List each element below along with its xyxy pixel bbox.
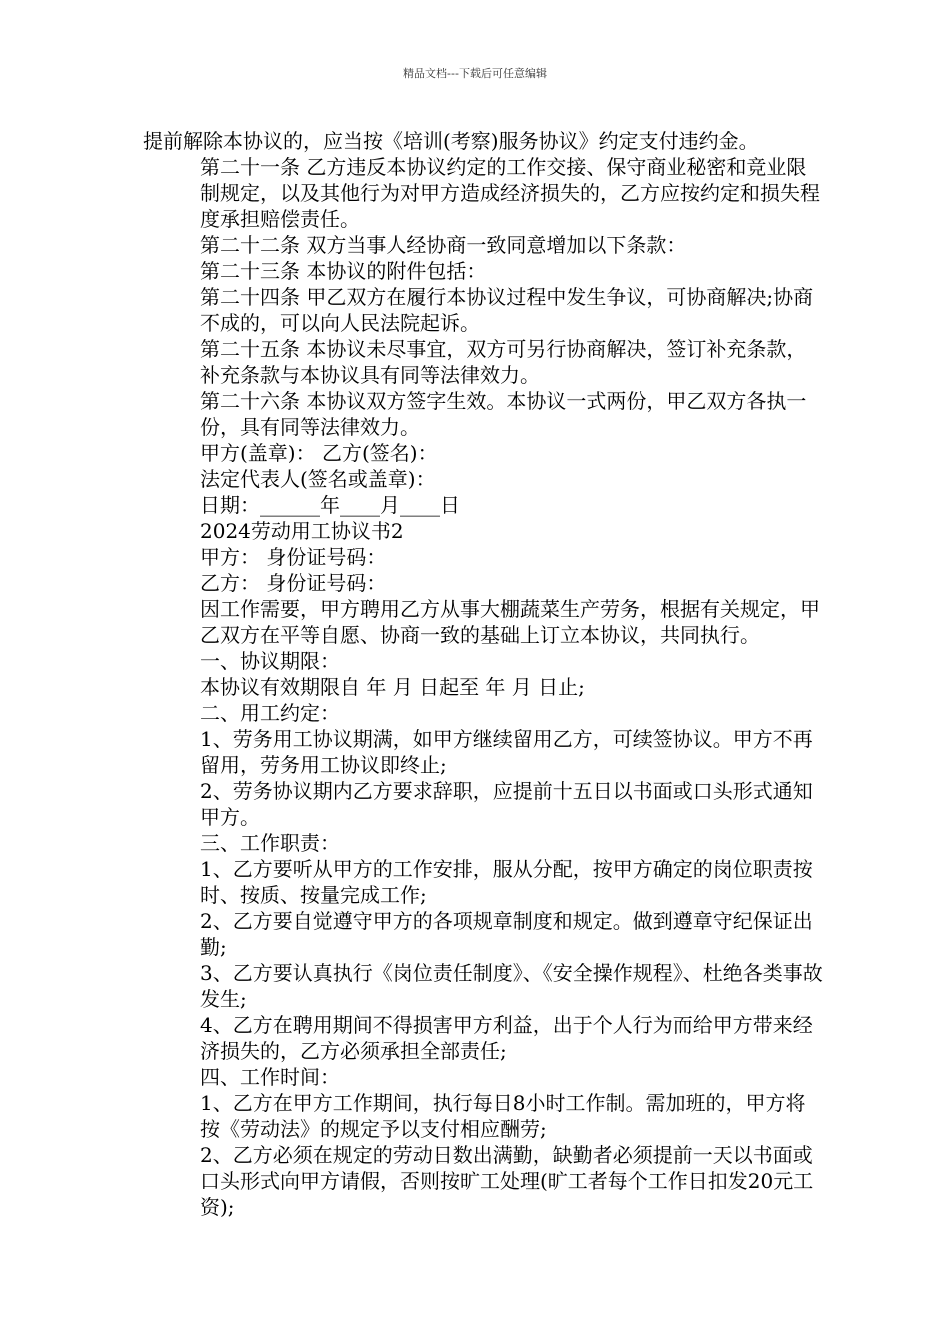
paragraph: 一、协议期限： — [200, 649, 340, 673]
paragraph: 第二十六条 本协议双方签字生效。本协议一式两份，甲乙双方各执一份，具有同等法律效力。 — [200, 389, 807, 439]
paragraph: 第二十四条 甲乙双方在履行本协议过程中发生争议，可协商解决;协商不成的，可以向人民法院起诉。 — [200, 285, 814, 335]
paragraph: 乙方： 身份证号码： — [200, 571, 387, 595]
paragraph: 1、乙方在甲方工作期间，执行每日8小时工作制。需加班的，甲方将按《劳动法》的规定予以支付相应酬劳; — [200, 1091, 806, 1141]
paragraph: 第二十一条 乙方违反本协议约定的工作交接、保守商业秘密和竞业限制规定，以及其他行为对甲方造成经济损失的，乙方应按约定和损失程度承担赔偿责任。 — [200, 155, 820, 231]
paragraph: 2、乙方必须在规定的劳动日数出满勤，缺勤者必须提前一天以书面或口头形式向甲方请假，否则按旷工处理(旷工者每个工作日扣发20元工资); — [200, 1143, 814, 1219]
paragraph: 二、用工约定： — [200, 701, 340, 725]
page-header: 精品文档---下载后可任意编辑 — [403, 67, 547, 80]
paragraph: 甲方(盖章)： 乙方(签名)： — [200, 441, 438, 465]
paragraph: 日期：______年____月____日 — [200, 493, 460, 517]
paragraph: 1、劳务用工协议期满，如甲方继续留用乙方，可续签协议。甲方不再留用，劳务用工协议即终止; — [200, 727, 813, 777]
paragraph: 2、劳务协议期内乙方要求辞职，应提前十五日以书面或口头形式通知甲方。 — [200, 779, 813, 829]
paragraph: 因工作需要，甲方聘用乙方从事大棚蔬菜生产劳务，根据有关规定，甲乙双方在平等自愿、协商一致的基础上订立本协议，共同执行。 — [200, 597, 820, 647]
paragraph: 本协议有效期限自 年 月 日起至 年 月 日止; — [200, 675, 585, 699]
document-body — [143, 128, 823, 1220]
paragraph: 甲方： 身份证号码： — [200, 545, 387, 569]
paragraph: 1、乙方要听从甲方的工作安排，服从分配，按甲方确定的岗位职责按时、按质、按量完成工作; — [200, 857, 813, 907]
paragraph: 四、工作时间： — [200, 1065, 340, 1089]
paragraph: 第二十五条 本协议未尽事宜，双方可另行协商解决，签订补充条款，补充条款与本协议具有同等法律效力。 — [200, 337, 807, 387]
paragraph: 第二十三条 本协议的附件包括： — [200, 259, 487, 283]
paragraph: 3、乙方要认真执行《岗位责任制度》、《安全操作规程》、杜绝各类事故发生; — [200, 961, 823, 1011]
paragraph: 2024劳动用工协议书2 — [200, 519, 404, 543]
paragraph: 提前解除本协议的，应当按《培训(考察)服务协议》约定支付违约金。 — [143, 129, 759, 153]
paragraph: 4、乙方在聘用期间不得损害甲方利益，出于个人行为而给甲方带来经济损失的，乙方必须承担全部责任; — [200, 1013, 813, 1063]
paragraph: 法定代表人(签名或盖章)： — [200, 467, 436, 491]
paragraph: 三、工作职责： — [200, 831, 340, 855]
paragraph: 2、乙方要自觉遵守甲方的各项规章制度和规定。做到遵章守纪保证出勤; — [200, 909, 813, 959]
paragraph: 第二十二条 双方当事人经协商一致同意增加以下条款： — [200, 233, 687, 257]
